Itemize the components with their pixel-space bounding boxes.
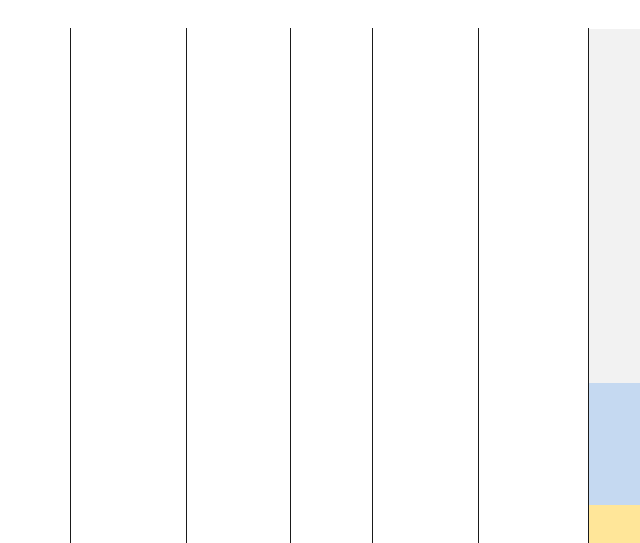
header-job (478, 0, 588, 28)
italian-test (186, 187, 290, 199)
header-foreign (186, 0, 290, 28)
header-other (0, 0, 70, 28)
header-it (372, 0, 478, 28)
german-test (186, 175, 290, 187)
english-tests-label (234, 92, 288, 136)
header-specialty (70, 0, 186, 28)
blank-cell (72, 176, 182, 186)
section-support (589, 505, 640, 543)
header-arabic (290, 0, 372, 28)
section-general (589, 29, 640, 383)
french-tests-label (234, 139, 288, 173)
section-services (589, 383, 640, 505)
